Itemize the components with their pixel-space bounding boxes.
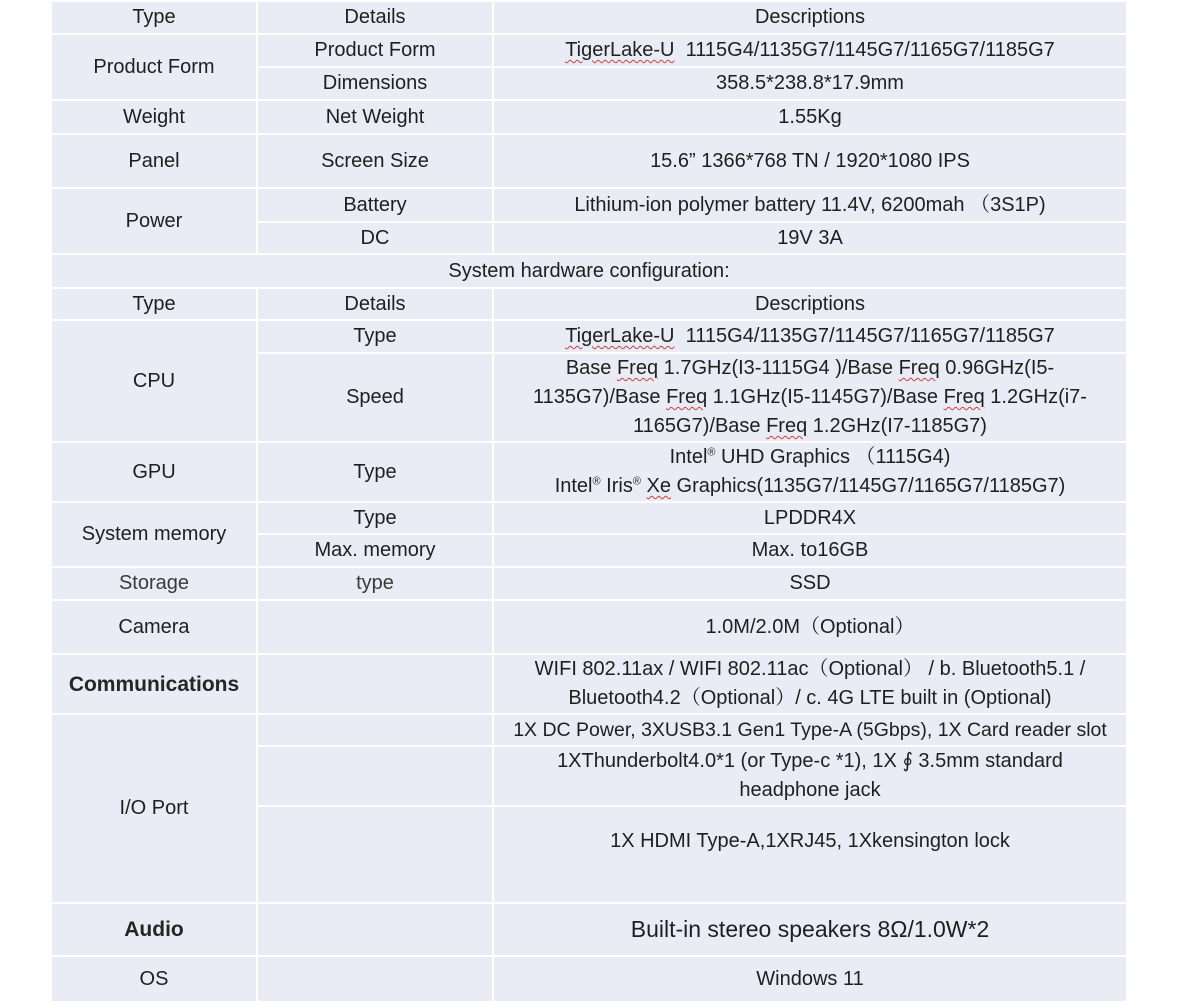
table-row [52,443,1128,503]
table-row [52,715,1128,747]
table-row [52,135,1128,189]
table-row [52,568,1128,601]
product-form-label: Product Form [52,35,258,101]
panel-value: 15.6” 1366*768 TN / 1920*1080 IPS [494,135,1128,189]
header-details: Details [258,289,494,321]
gpu-detail: Type [258,443,494,503]
product-form-prefix: TigerLake-U [565,39,675,61]
spec-table [52,2,1128,1003]
communications-label: Communications [52,655,258,715]
header-descriptions: Descriptions [494,289,1128,321]
table-row [52,35,1128,68]
gpu-label: GPU [52,443,258,503]
table-row [52,601,1128,655]
table-header-row [52,289,1128,321]
cpu-label: CPU [52,321,258,443]
header-details: Details [258,2,494,35]
table-row [52,189,1128,223]
io-line-3: 1X HDMI Type-A,1XRJ45, 1Xkensington lock [494,807,1128,904]
io-label: I/O Port [52,715,258,904]
audio-label: Audio [52,904,258,957]
header-descriptions: Descriptions [494,2,1128,35]
header-type: Type [52,2,258,35]
table-row [52,904,1128,957]
io-detail-3 [258,807,494,904]
section-title: System hardware configuration: [52,255,1128,289]
memory-type-value: LPDDR4X [494,503,1128,535]
cpu-type-label: Type [258,321,494,354]
dimensions-label: Dimensions [258,68,494,101]
table-row [52,321,1128,354]
table-header-row [52,2,1128,35]
memory-label: System memory [52,503,258,568]
table-row [52,503,1128,535]
battery-label: Battery [258,189,494,223]
section-title-row [52,255,1128,289]
camera-label: Camera [52,601,258,655]
io-line-1: 1X DC Power, 3XUSB3.1 Gen1 Type-A (5Gbps), 1X Card reader slot [494,715,1128,747]
camera-detail [258,601,494,655]
memory-max-value: Max. to16GB [494,535,1128,568]
os-value: Windows 11 [494,957,1128,1003]
storage-value: SSD [494,568,1128,601]
gpu-line-2: Intel® Iris® Xe Graphics(1135G7/1145G7/1165G7/1185G7) [554,475,1066,497]
dc-label: DC [258,223,494,255]
header-type: Type [52,289,258,321]
table-row [52,957,1128,1003]
table-row [52,101,1128,135]
table-row [52,655,1128,715]
cpu-type-prefix: TigerLake-U [565,325,675,347]
communications-value: WIFI 802.11ax / WIFI 802.11ac（Optional） / b. Bluetooth5.1 / Bluetooth4.2（Optional）/ c. 4G LTE built in (Optional) [494,655,1128,715]
weight-value: 1.55Kg [494,101,1128,135]
audio-detail [258,904,494,957]
product-form-detail: Product Form [258,35,494,68]
os-label: OS [52,957,258,1003]
weight-label: Weight [52,101,258,135]
memory-type-label: Type [258,503,494,535]
weight-detail: Net Weight [258,101,494,135]
memory-max-label: Max. memory [258,535,494,568]
io-detail-1 [258,715,494,747]
panel-detail: Screen Size [258,135,494,189]
cpu-speed-label: Speed [258,354,494,443]
storage-detail: type [258,568,494,601]
battery-value: Lithium-ion polymer battery 11.4V, 6200mah （3S1P) [494,189,1128,223]
cpu-speed-value: Base Freq 1.7GHz(I3-1115G4 )/Base Freq 0.96GHz(I5-1135G7)/Base Freq 1.1GHz(I5-1145G7)/Base Freq 1.2GHz(i7-1165G7)/Base Freq 1.2GHz(I7-1185G7) [494,354,1128,443]
panel-label: Panel [52,135,258,189]
os-detail [258,957,494,1003]
io-detail-2 [258,747,494,807]
gpu-value [494,443,1128,503]
gpu-line-1: Intel® UHD Graphics （1115G4) [669,446,951,468]
product-form-models: 1115G4/1135G7/1145G7/1165G7/1185G7 [685,39,1055,61]
communications-detail [258,655,494,715]
camera-value: 1.0M/2.0M（Optional） [494,601,1128,655]
dimensions-value: 358.5*238.8*17.9mm [494,68,1128,101]
storage-label: Storage [52,568,258,601]
audio-value: Built-in stereo speakers 8Ω/1.0W*2 [494,904,1128,957]
cpu-type-value [494,321,1128,354]
dc-value: 19V 3A [494,223,1128,255]
io-line-2: 1XThunderbolt4.0*1 (or Type-c *1), 1X ∮ 3.5mm standard headphone jack [494,747,1128,807]
product-form-value [494,35,1128,68]
cpu-type-models: 1115G4/1135G7/1145G7/1165G7/1185G7 [685,325,1055,347]
power-label: Power [52,189,258,255]
